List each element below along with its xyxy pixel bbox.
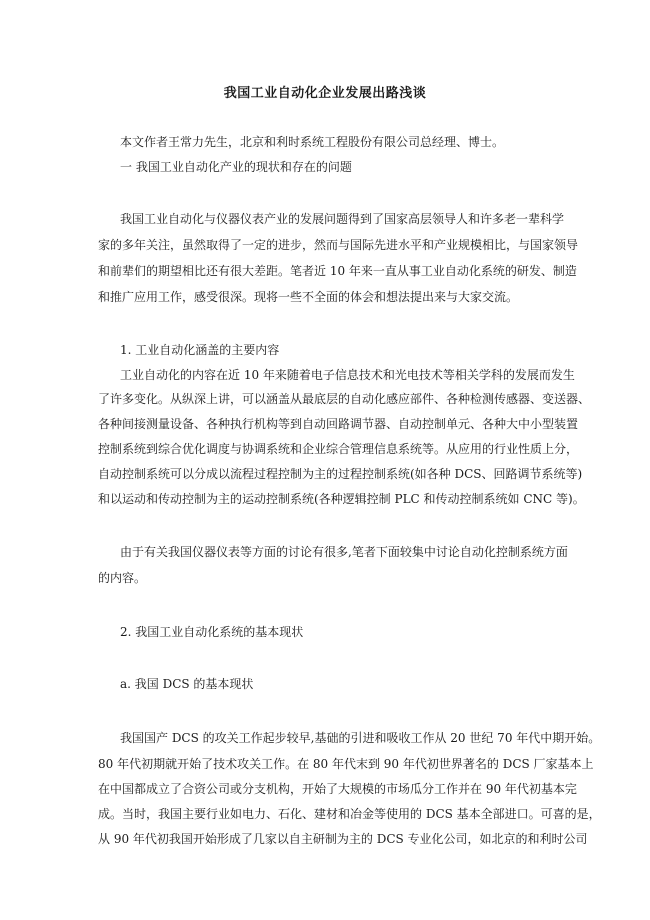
paragraph-line: 各种间接测量设备、各种执行机构等到自动回路调节器、自动控制单元、各种大中小型装置	[98, 417, 579, 431]
paragraph-line: 了许多变化。从纵深上讲，可以涵盖从最底层的自动化感应部件、各种检测传感器、变送器、	[98, 392, 591, 406]
subsection-heading-2a: a. 我国 DCS 的基本现状	[120, 677, 254, 691]
paragraph-line: 自动控制系统可以分成以流程过程控制为主的过程控制系统(如各种 DCS、回路调节系统等)	[98, 467, 583, 481]
subsection-heading-2: 2. 我国工业自动化系统的基本现状	[120, 625, 304, 639]
paragraph-line: 我国工业自动化与仪器仪表产业的发展问题得到了国家高层领导人和许多老一辈科学	[120, 212, 565, 226]
subsection-heading-1: 1. 工业自动化涵盖的主要内容	[120, 343, 280, 357]
paragraph-line: 和前辈们的期望相比还有很大差距。笔者近 10 年来一直从事工业自动化系统的研发、制造	[98, 264, 577, 278]
paragraph-line: 工业自动化的内容在近 10 年来随着电子信息技术和光电技术等相关学科的发展而发生	[120, 368, 575, 382]
paragraph-line: 和以运动和传动控制为主的运动控制系统(各种逻辑控制 PLC 和传动控制系统如 CNC 等)。	[98, 492, 585, 506]
author-line: 本文作者王常力先生，北京和利时系统工程股份有限公司总经理、博士。	[120, 135, 505, 149]
paragraph-line: 由于有关我国仪器仪表等方面的讨论有很多,笔者下面较集中讨论自动化控制系统方面	[120, 545, 568, 559]
paragraph-line: 家的多年关注，虽然取得了一定的进步，然而与国际先进水平和产业规模相比，与国家领导	[98, 238, 579, 252]
paragraph-line: 在中国都成立了合资公司或分支机构，开始了大规模的市场瓜分工作并在 90 年代初基本完	[98, 782, 577, 796]
paragraph-line: 控制系统到综合优化调度与协调系统和企业综合管理信息系统等。从应用的行业性质上分，	[98, 442, 579, 456]
section-heading-1: 一 我国工业自动化产业的现状和存在的问题	[120, 160, 352, 174]
paragraph-line: 的内容。	[98, 571, 147, 585]
paragraph-line: 和推广应用工作，感受很深。现将一些不全面的体会和想法提出来与大家交流。	[98, 290, 519, 304]
paragraph-line: 成。当时，我国主要行业如电力、石化、建材和冶金等使用的 DCS 基本全部进口。可喜的是，	[98, 807, 601, 821]
paragraph-line: 我国国产 DCS 的攻关工作起步较早,基础的引进和吸收工作从 20 世纪 70 年代中期开始。	[120, 731, 601, 745]
paragraph-line: 80 年代初期就开始了技术攻关工作。在 80 年代末到 90 年代初世界著名的 DCS 厂家基本上	[98, 757, 594, 771]
document-title: 我国工业自动化企业发展出路浅谈	[223, 86, 427, 101]
paragraph-line: 从 90 年代初我国开始形成了几家以自主研制为主的 DCS 专业化公司，如北京的和利时公司	[98, 832, 588, 846]
